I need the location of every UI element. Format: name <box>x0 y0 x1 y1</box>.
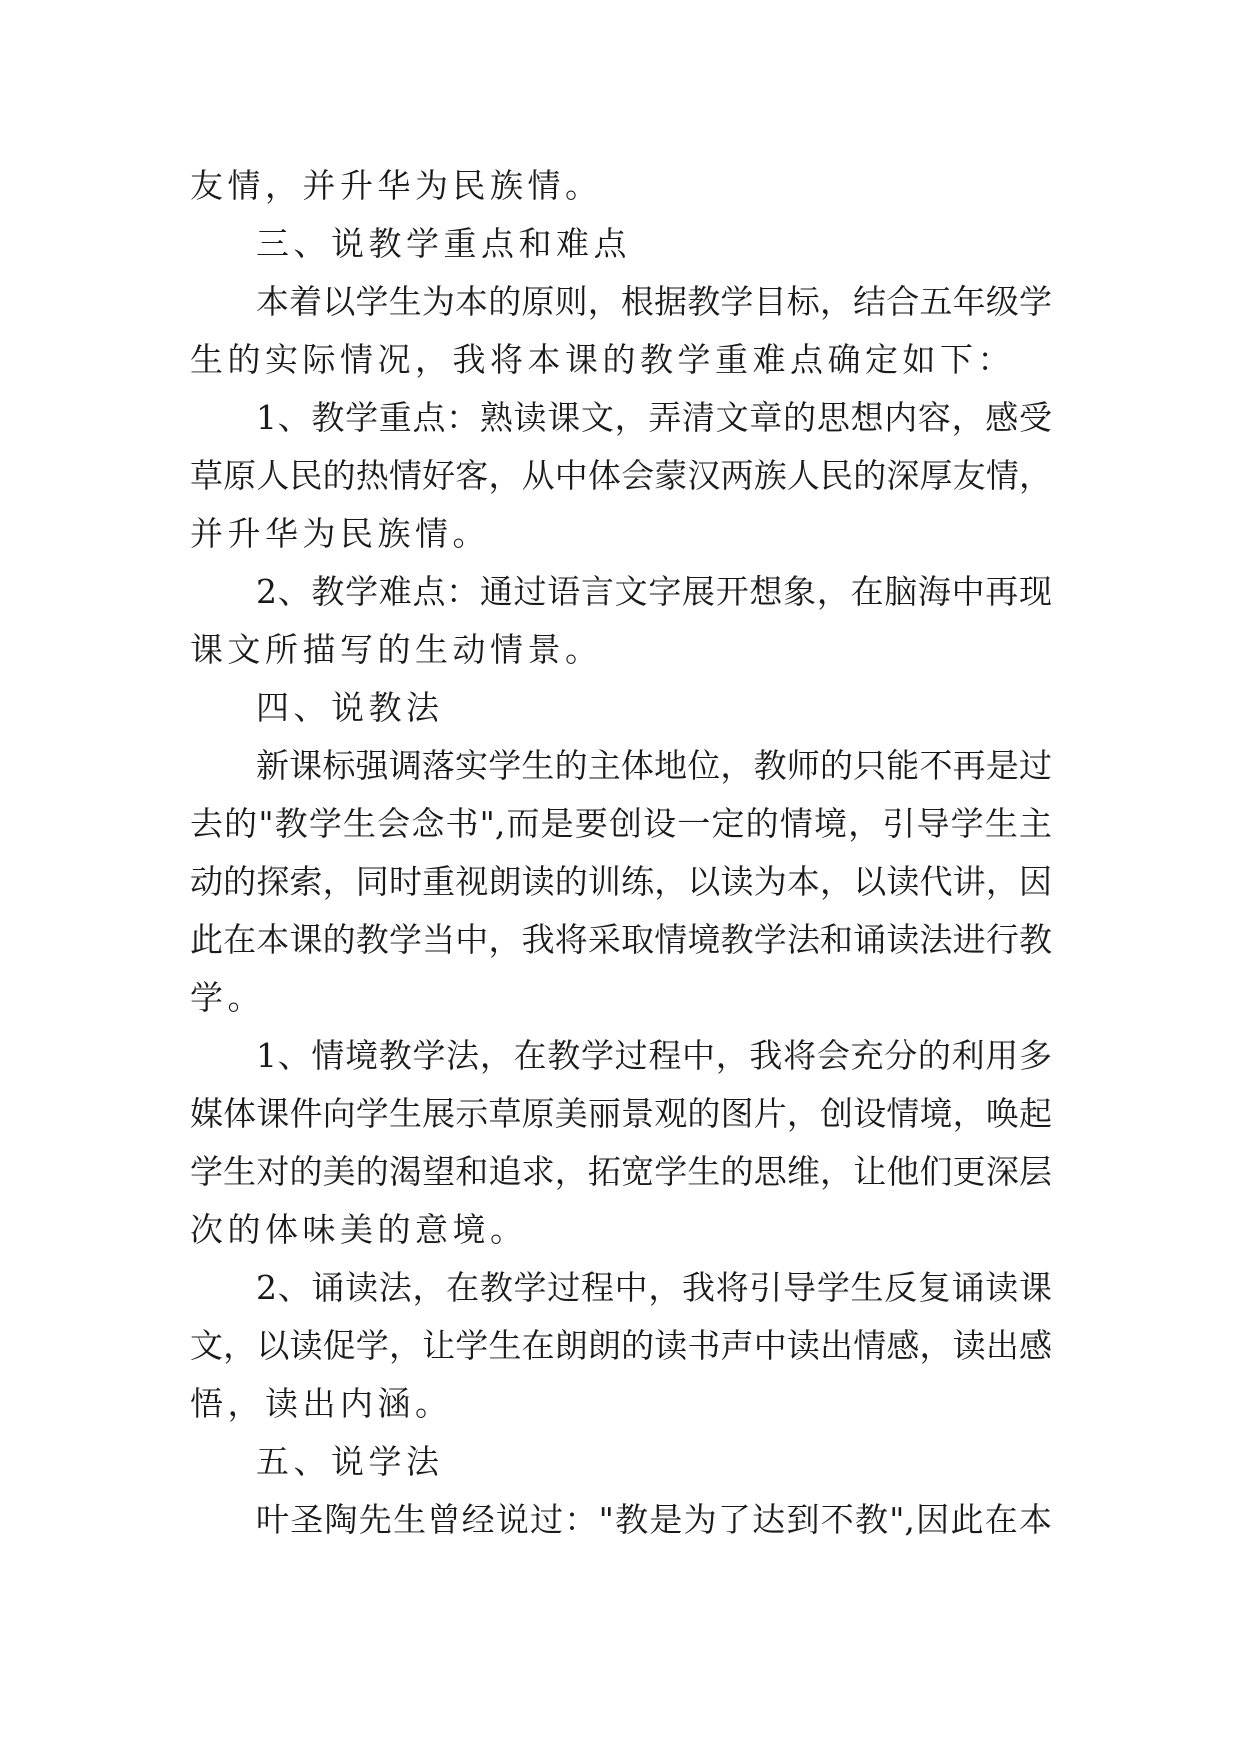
text-line: 本着以学生为本的原则，根据教学目标，结合五年级学 <box>256 282 1052 321</box>
text-line: 2、教学难点：通过语言文字展开想象，在脑海中再现 <box>256 572 1052 611</box>
text-line: 新课标强调落实学生的主体地位，教师的只能不再是过 <box>256 746 1052 785</box>
text-line: 动的探索，同时重视朗读的训练，以读为本，以读代讲，因 <box>190 862 1052 901</box>
text-line: 友情，并升华为民族情。 <box>190 166 603 205</box>
text-line: 学。 <box>190 978 265 1017</box>
text-line: 去的"教学生会念书",而是要创设一定的情境，引导学生主 <box>190 804 1052 843</box>
text-line: 次的体味美的意境。 <box>190 1210 528 1249</box>
text-line: 1、教学重点：熟读课文，弄清文章的思想内容，感受 <box>256 398 1052 437</box>
text-line: 草原人民的热情好客，从中体会蒙汉两族人民的深厚友情， <box>190 456 1052 495</box>
text-line: 学生对的美的渴望和追求，拓宽学生的思维，让他们更深层 <box>190 1152 1052 1191</box>
text-line: 课文所描写的生动情景。 <box>190 630 603 669</box>
section-heading: 四、说教法 <box>256 688 444 727</box>
text-line: 媒体课件向学生展示草原美丽景观的图片，创设情境，唤起 <box>190 1094 1052 1133</box>
text-line: 1、情境教学法，在教学过程中，我将会充分的利用多 <box>256 1036 1052 1075</box>
text-line: 叶圣陶先生曾经说过："教是为了达到不教",因此在本 <box>256 1500 1052 1539</box>
text-line: 此在本课的教学当中，我将采取情境教学法和诵读法进行教 <box>190 920 1052 959</box>
text-line: 2、诵读法，在教学过程中，我将引导学生反复诵读课 <box>256 1268 1052 1307</box>
text-line: 悟，读出内涵。 <box>190 1384 453 1423</box>
section-heading: 三、说教学重点和难点 <box>256 224 631 263</box>
text-line: 生的实际情况，我将本课的教学重难点确定如下： <box>190 340 1015 379</box>
section-heading: 五、说学法 <box>256 1442 444 1481</box>
text-line: 文，以读促学，让学生在朗朗的读书声中读出情感，读出感 <box>190 1326 1052 1365</box>
text-line: 并升华为民族情。 <box>190 514 490 553</box>
